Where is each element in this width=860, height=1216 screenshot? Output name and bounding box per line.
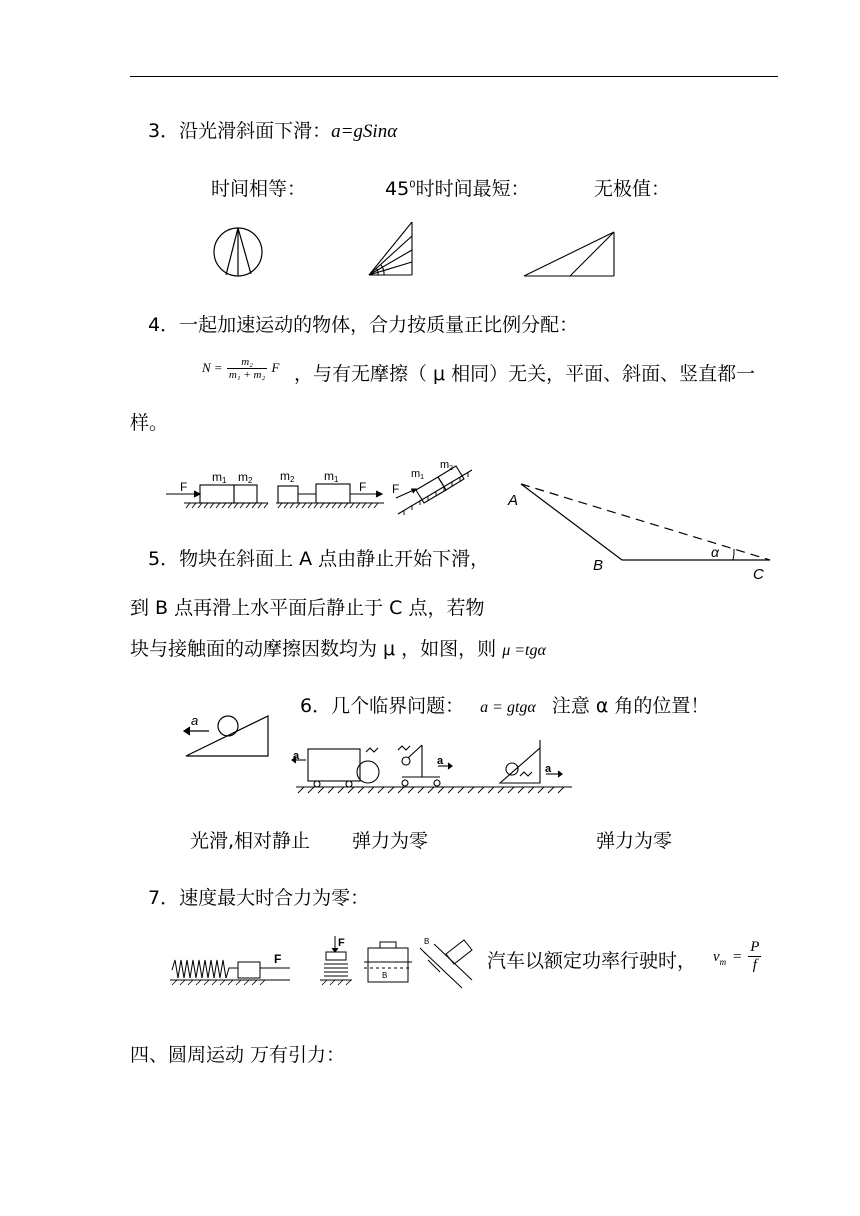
accel-label-a1: a [191,713,199,728]
mass-label-m2-c: m2 [440,459,454,472]
section-6-heading: 6．几个临界问题： a = gtgα 注意 α 角的位置！ [300,695,710,717]
mass-label-m1-c: m1 [411,468,425,481]
mass-label-m1-a: m1 [212,470,227,485]
force-label-1: F [180,480,188,494]
mass-label-m1-b: m1 [324,469,339,484]
label-equal-time: 时间相等： [211,178,307,200]
section-5-line2: 到 B 点再滑上水平面后静止于 C 点，若物 [130,597,485,619]
accel-label-a3: a [437,755,444,767]
spring-block-figure [170,960,290,985]
field-B-label-2: B [424,937,430,946]
angle-alpha-label: α [711,544,719,560]
accel-label-a4: a [545,763,552,775]
section-5-line3: 块与接触面的动摩擦因数均为 μ ，如图，则 μ =tgα [130,638,546,660]
mass-ratio-formula: N = $\frac{\text{m₂}}{\text{m₁ + m₂}}$ F [202,356,280,381]
field-B-label-1: B [382,971,388,980]
mass-label-m2-a: m2 [238,470,253,485]
section-7-heading: 7．速度最大时合力为零： [148,887,370,909]
section-4-text-line2: 样。 [130,412,169,434]
label-smooth-rest: 光滑,相对静止 [190,830,311,852]
vertical-spring-figure [320,936,352,985]
label-45-shortest: $45^0$时时间最短： [385,178,530,200]
section-7-car-text: 汽车以额定功率行驶时， [487,950,697,972]
force-label-7a: F [274,952,282,966]
point-C-label: C [753,566,764,583]
force-label-3: F [392,482,400,496]
label-zero-elastic-1: 弹力为零 [352,830,429,852]
incline-rails-figure [420,940,472,988]
accel-label-a2: a [293,750,300,762]
point-A-label: A [508,492,519,509]
force-label-7b: F [338,937,345,949]
label-zero-elastic-2: 弹力为零 [596,830,673,852]
section-4-heading: 4．一起加速运动的物体，合力按质量正比例分配： [148,314,579,336]
mass-label-m2-b: m2 [280,469,295,484]
field-box-figure [364,942,412,982]
label-no-extreme: 无极值： [594,178,671,200]
section-3-heading: 3．沿光滑斜面下滑：a=gSinα [148,120,398,142]
max-velocity-formula: $v_m$ = $\frac{P}{f}$ [713,939,760,973]
force-label-2: F [359,480,367,494]
section-4-text-line1: ，与有无摩擦（ μ 相同）无关，平面、斜面、竖直都一 [294,363,756,385]
point-B-label: B [593,557,604,574]
section-circular-motion-heading: 四、圆周运动 万有引力： [130,1044,346,1066]
section-5-line1: 5．物块在斜面上 A 点由静止开始下滑， [148,548,490,570]
